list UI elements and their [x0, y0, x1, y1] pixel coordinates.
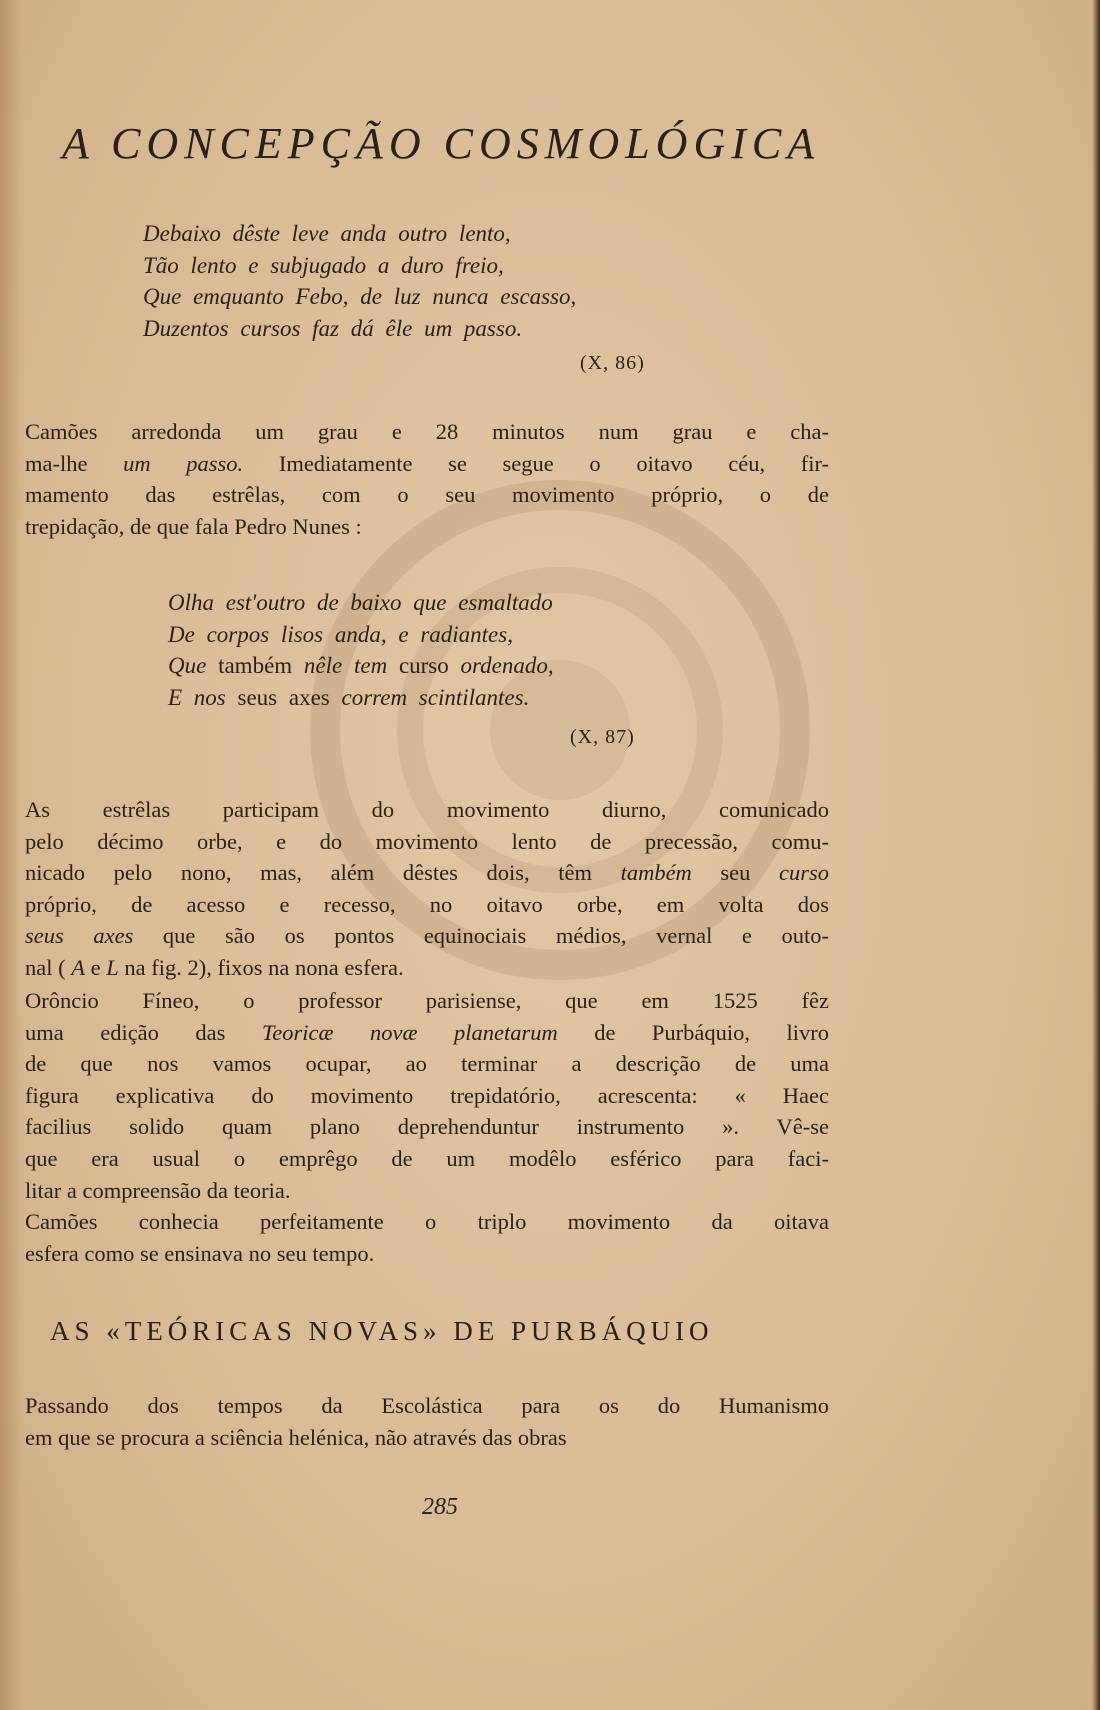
verse-reference: (X, 87) [570, 726, 635, 748]
text-line: figura explicativa do movimento trepidatório, acrescenta: « Haec [25, 1082, 829, 1108]
text-line: Camões conhecia perfeitamente o triplo movimento da oitava [25, 1209, 829, 1234]
verse-block-2 [168, 587, 554, 713]
verse-line: E nos seus axes correm scintilantes. [168, 684, 530, 710]
page-right-edge [1092, 0, 1100, 1710]
emphasis: também [218, 653, 293, 678]
text-line: nicado pelo nono, mas, além dêstes dois, têm também seu curso [25, 860, 829, 886]
verse-line: Que também nêle tem curso ordenado, [168, 653, 554, 678]
emphasis: um passo. [123, 450, 244, 476]
verse-block-1 [143, 218, 576, 344]
verse-line: Debaixo dêste leve anda outro lento, [143, 221, 511, 246]
verse-line: Olha est'outro de baixo que esmaltado [168, 590, 553, 615]
verse-reference: (X, 86) [580, 352, 645, 374]
emphasis: seus axes [25, 923, 134, 949]
paragraph [25, 1390, 829, 1453]
paragraph [25, 1206, 829, 1269]
text-line: de que nos vamos ocupar, ao terminar a descrição de uma [25, 1051, 829, 1077]
text-line: Passando dos tempos da Escolástica para os do Humanismo [25, 1393, 829, 1418]
text-line: trepidação, de que fala Pedro Nunes : [25, 513, 362, 539]
text-line: próprio, de acesso e recesso, no oitavo orbe, em volta dos [25, 891, 829, 917]
page-number: 285 [422, 1494, 458, 1520]
text-line: ma-lhe um passo. Imediatamente se segue o oitavo céu, fir- [25, 450, 829, 476]
verse-line: Que emquanto Febo, de luz nunca escasso, [143, 284, 577, 309]
verse-line: Tão lento e subjugado a duro freio, [143, 252, 504, 278]
emphasis: curso [779, 860, 829, 886]
text-line: Camões arredonda um grau e 28 minutos num grau e cha- [25, 419, 829, 444]
text-line: pelo décimo orbe, e do movimento lento de precessão, comu- [25, 828, 829, 854]
paragraph [25, 416, 829, 542]
verse-line: De corpos lisos anda, e radiantes, [168, 621, 513, 647]
text-line: uma edição das Teoricæ novæ planetarum de Purbáquio, livro [25, 1019, 829, 1045]
text-line: Orôncio Fíneo, o professor parisiense, que em 1525 fêz [25, 988, 829, 1013]
chapter-title: A CONCEPÇÃO COSMOLÓGICA [62, 119, 821, 168]
emphasis: também [620, 860, 692, 886]
text-line: As estrêlas participam do movimento diurno, comunicado [25, 797, 829, 822]
emphasis: curso [398, 653, 449, 678]
verse-line: Duzentos cursos faz dá êle um passo. [143, 315, 523, 341]
section-heading: AS «TEÓRICAS NOVAS» DE PURBÁQUIO [50, 1316, 714, 1346]
emphasis: L [106, 954, 119, 980]
emphasis: A [71, 954, 85, 980]
text-line: seus axes que são os pontos equinociais médios, vernal e outo- [25, 923, 829, 949]
text-line: que era usual o emprêgo de um modêlo esférico para faci- [25, 1145, 829, 1171]
text-line: litar a compreensão da teoria. [25, 1177, 291, 1203]
emphasis: Teoricæ novæ planetarum [261, 1019, 558, 1045]
paragraph [25, 794, 829, 984]
text-line: em que se procura a sciência helénica, não através das obras [25, 1424, 567, 1450]
emphasis: seus axes [237, 684, 330, 710]
page-left-shadow [0, 0, 22, 1710]
paragraph [25, 985, 829, 1206]
text-line: facilius solido quam plano deprehenduntur instrumento ». Vê-se [25, 1114, 829, 1140]
text-line: esfera como se ensinava no seu tempo. [25, 1240, 375, 1266]
text-line: nal ( A e L na fig. 2), fixos na nona esfera. [25, 954, 404, 980]
text-line: mamento das estrêlas, com o seu movimento próprio, o de [25, 482, 829, 508]
